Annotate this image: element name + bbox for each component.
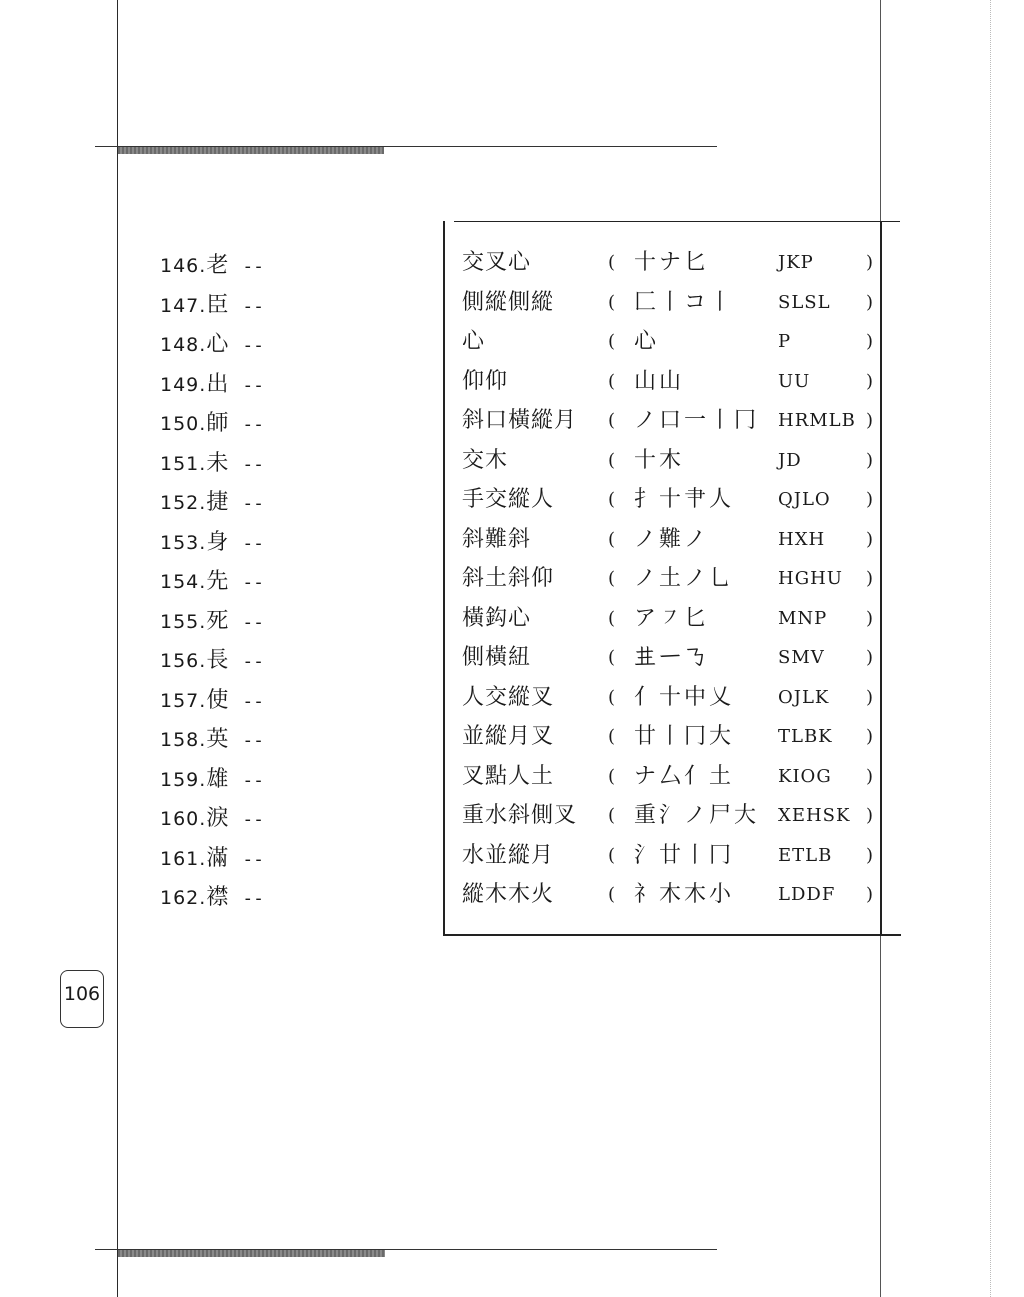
open-paren: ( (608, 449, 616, 471)
answer-blank: -- (242, 888, 265, 909)
open-paren: ( (608, 844, 616, 866)
answer-item (462, 559, 892, 599)
question-number: 161. (160, 847, 207, 870)
question-item (160, 365, 360, 405)
question-number: 159. (160, 768, 207, 791)
answer-blank: -- (242, 572, 265, 593)
answer-blank: -- (242, 335, 265, 356)
stroke-names: 斜口橫縱月 (462, 408, 578, 433)
answer-item (462, 678, 892, 718)
radical-components: 氵廿丨冂 (634, 842, 735, 868)
open-paren: ( (608, 607, 616, 629)
edge-dotted-line (990, 0, 991, 1297)
answer-blank: -- (242, 295, 265, 317)
left-margin-line (117, 0, 118, 1297)
question-item (160, 286, 360, 326)
radical-components: 心 (634, 329, 660, 354)
question-character: 長 (206, 648, 229, 673)
open-paren: ( (608, 726, 616, 747)
stroke-names: 側橫紐 (462, 645, 532, 670)
open-paren: ( (608, 805, 616, 826)
answer-blank: -- (242, 730, 265, 751)
close-paren: ) (866, 291, 874, 313)
cangjie-code: OJLK (778, 686, 830, 708)
question-item (160, 602, 360, 642)
answer-blank: -- (242, 256, 265, 277)
answer-item (462, 717, 892, 757)
question-item (160, 523, 360, 563)
radical-components: 礻木木小 (634, 882, 735, 907)
close-paren: ) (866, 370, 874, 392)
answer-item (462, 875, 892, 915)
question-character: 臣 (206, 292, 229, 318)
close-paren: ) (866, 607, 874, 629)
cangjie-code: HGHU (778, 568, 843, 589)
bottom-rule-band (118, 1250, 385, 1257)
close-paren: ) (866, 331, 874, 352)
question-item (160, 325, 360, 365)
radical-components: 重氵ノ尸大 (634, 803, 760, 828)
stroke-names: 重水斜側叉 (462, 803, 578, 828)
question-item (160, 444, 360, 484)
question-character: 身 (206, 529, 229, 555)
question-number: 155. (160, 610, 207, 633)
question-character: 淚 (206, 806, 229, 831)
stroke-names: 手交縱人 (462, 487, 555, 512)
question-character: 老 (206, 253, 229, 278)
question-character: 滿 (206, 845, 229, 871)
stroke-names: 仰仰 (462, 368, 509, 394)
question-item (160, 839, 360, 879)
question-item (160, 483, 360, 523)
cangjie-code: XEHSK (778, 805, 851, 826)
stroke-names: 交叉心 (462, 250, 532, 275)
close-paren: ) (866, 647, 874, 668)
close-paren: ) (866, 568, 874, 589)
stroke-names: 交木 (462, 447, 509, 473)
question-number: 162. (160, 887, 207, 909)
question-number: 153. (160, 531, 207, 554)
question-number: 151. (160, 452, 207, 475)
close-paren: ) (866, 449, 874, 471)
question-number: 157. (160, 689, 207, 712)
cangjie-code: ETLB (778, 844, 833, 866)
question-item (160, 246, 360, 286)
stroke-names: 心 (462, 329, 486, 354)
close-paren: ) (866, 844, 874, 866)
cangjie-code: SMV (778, 647, 825, 668)
answer-item (462, 401, 892, 441)
question-item (160, 720, 360, 760)
cangjie-code: SLSL (778, 291, 831, 313)
question-item (160, 641, 360, 681)
answer-item (462, 362, 892, 402)
question-character: 襟 (206, 885, 229, 910)
question-item (160, 878, 360, 918)
question-item (160, 404, 360, 444)
cangjie-code: UU (778, 370, 811, 392)
radical-components: ア㇇匕 (634, 605, 710, 631)
cangjie-code: P (778, 331, 792, 352)
cangjie-code: JKP (778, 252, 814, 273)
answer-item (462, 441, 892, 481)
radical-components: 𠀎一𠄎 (634, 645, 710, 670)
radical-components: 亻十中乂 (634, 684, 735, 710)
radical-components: ノ難ノ (634, 526, 710, 552)
answer-blank: -- (242, 769, 265, 791)
question-character: 使 (206, 687, 229, 713)
answer-item (462, 796, 892, 836)
stroke-names: 橫鈎心 (462, 605, 532, 631)
question-character: 師 (206, 411, 229, 436)
question-number: 146. (160, 255, 207, 277)
stroke-names: 人交縱叉 (462, 684, 555, 710)
cangjie-code: TLBK (778, 726, 833, 747)
answer-item (462, 480, 892, 520)
cangjie-code: JD (778, 449, 802, 471)
stroke-names: 側縱側縱 (462, 289, 555, 315)
stroke-names: 斜難斜 (462, 526, 532, 552)
answer-blank: -- (242, 453, 265, 475)
open-paren: ( (608, 331, 616, 352)
stroke-names: 並縱月叉 (462, 724, 555, 749)
radical-components: 扌十肀人 (634, 487, 735, 512)
question-item (160, 760, 360, 800)
page-number: 106 (60, 970, 104, 1028)
question-character: 出 (206, 371, 229, 397)
answer-item (462, 599, 892, 639)
question-number: 158. (160, 729, 207, 751)
answer-list (462, 243, 892, 915)
stroke-names: 水並縱月 (462, 842, 555, 868)
question-item (160, 562, 360, 602)
answer-item (462, 757, 892, 797)
open-paren: ( (608, 410, 616, 431)
open-paren: ( (608, 528, 616, 550)
answer-blank: -- (242, 532, 265, 554)
radical-components: 十ナ匕 (634, 250, 710, 275)
close-paren: ) (866, 528, 874, 550)
answer-blank: -- (242, 414, 265, 435)
answer-blank: -- (242, 651, 265, 672)
cangjie-code: MNP (778, 607, 828, 629)
question-number: 156. (160, 650, 207, 672)
answer-blank: -- (242, 690, 265, 712)
stroke-names: 叉點人土 (462, 763, 555, 789)
answer-item (462, 520, 892, 560)
stroke-names: 縱木木火 (462, 882, 555, 907)
question-character: 英 (206, 727, 229, 752)
radical-components: ナ厶亻土 (634, 763, 735, 789)
question-character: 心 (206, 332, 229, 357)
open-paren: ( (608, 370, 616, 392)
cangjie-code: KIOG (778, 765, 832, 787)
question-item (160, 799, 360, 839)
question-number: 147. (160, 294, 207, 317)
answer-item (462, 322, 892, 362)
answer-blank: -- (242, 848, 265, 870)
open-paren: ( (608, 647, 616, 668)
radical-components: 廿丨冂大 (634, 724, 735, 749)
answer-blank: -- (242, 809, 265, 830)
radical-components: 山山 (634, 368, 685, 394)
question-number: 152. (160, 492, 207, 514)
close-paren: ) (866, 884, 874, 905)
question-number: 154. (160, 571, 207, 593)
question-number: 160. (160, 808, 207, 830)
radical-components: 匚丨コ丨 (634, 289, 735, 315)
close-paren: ) (866, 805, 874, 826)
open-paren: ( (608, 568, 616, 589)
cangjie-code: QJLO (778, 489, 831, 510)
answer-item (462, 243, 892, 283)
close-paren: ) (866, 252, 874, 273)
question-number: 149. (160, 373, 207, 396)
close-paren: ) (866, 686, 874, 708)
open-paren: ( (608, 252, 616, 273)
question-number: 150. (160, 413, 207, 435)
answer-blank: -- (242, 493, 265, 514)
question-character: 先 (206, 569, 229, 594)
close-paren: ) (866, 765, 874, 787)
answer-blank: -- (242, 611, 265, 633)
question-character: 捷 (206, 490, 229, 515)
question-character: 死 (206, 608, 229, 634)
cangjie-code: HRMLB (778, 410, 856, 431)
radical-components: 十木 (634, 447, 685, 473)
close-paren: ) (866, 489, 874, 510)
open-paren: ( (608, 489, 616, 510)
close-paren: ) (866, 726, 874, 747)
answer-box-top-border (454, 221, 900, 222)
question-item (160, 681, 360, 721)
open-paren: ( (608, 765, 616, 787)
answer-item (462, 283, 892, 323)
open-paren: ( (608, 291, 616, 313)
answer-item (462, 638, 892, 678)
cangjie-code: HXH (778, 528, 826, 550)
open-paren: ( (608, 686, 616, 708)
question-character: 未 (206, 450, 229, 476)
radical-components: ノ土ノ乚 (634, 566, 735, 591)
open-paren: ( (608, 884, 616, 905)
top-rule-band (118, 147, 384, 154)
cangjie-code: LDDF (778, 884, 836, 905)
close-paren: ) (866, 410, 874, 431)
question-number: 148. (160, 334, 207, 356)
radical-components: ノ口一丨冂 (634, 408, 760, 433)
question-character: 雄 (206, 766, 229, 792)
answer-item (462, 836, 892, 876)
stroke-names: 斜土斜仰 (462, 566, 555, 591)
question-list (160, 246, 360, 918)
answer-blank: -- (242, 374, 265, 396)
